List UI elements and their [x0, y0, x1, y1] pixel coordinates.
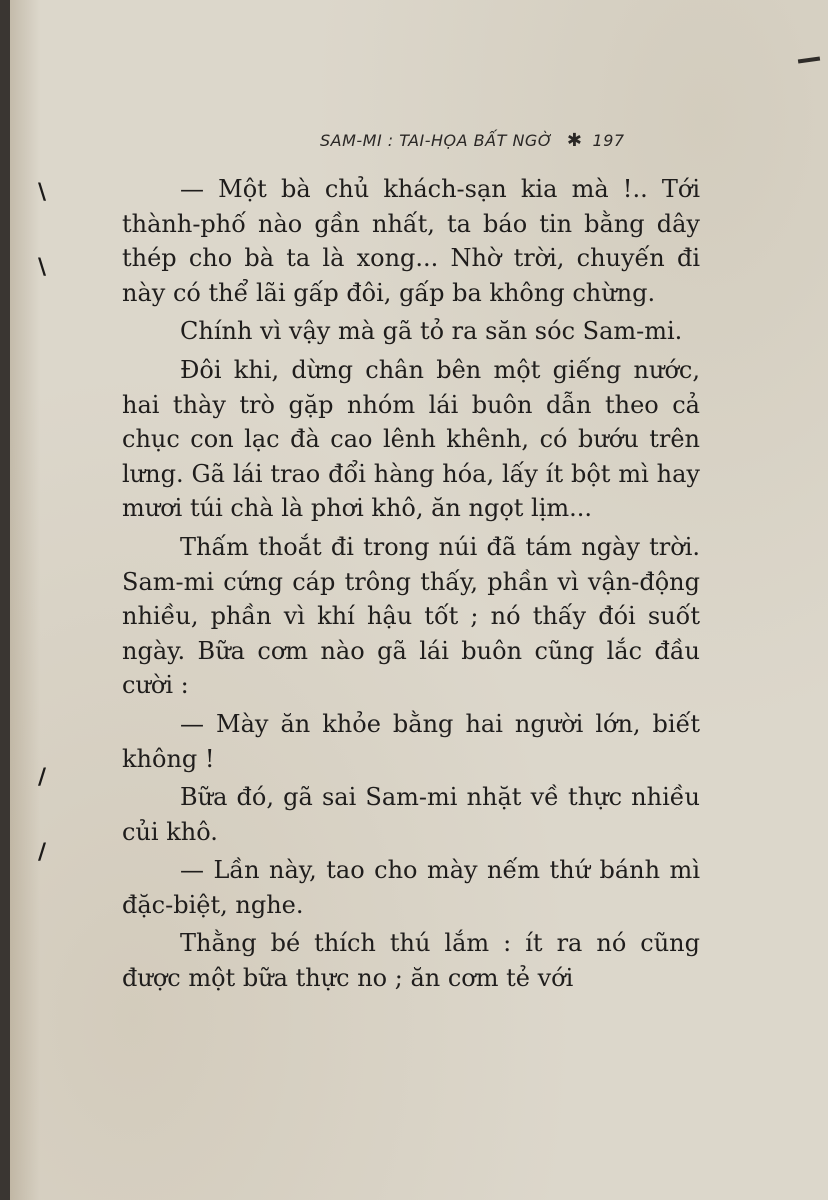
page-number: 197	[592, 131, 625, 150]
binding-hole-mark-icon: \	[38, 180, 47, 205]
running-title: SAM-MI : TAI-HỌA BẤT NGỜ	[320, 131, 553, 150]
paragraph: Bữa đó, gã sai Sam-mi nhặt về thực nhiều củi khô.	[122, 783, 700, 846]
paragraph: Thằng bé thích thú lắm : ít ra nó cũng được một bữa thực no ; ăn cơm tẻ với	[122, 929, 700, 993]
book-page	[10, 0, 828, 1200]
corner-ink-mark	[798, 56, 820, 63]
star-ornament-icon: ✱	[566, 130, 583, 151]
paragraph: Chính vì vậy mà gã tỏ ra săn sóc Sam-mi.	[180, 317, 683, 346]
paragraph: Đôi khi, dừng chân bên một giếng nước, hai thày trò gặp nhóm lái buôn dẫn theo cả chục con lạc đà cao lênh khênh, có bướu trên lưng. Gã lái trao đổi hàng hóa, lấy ít bột mì hay mươi túi chà là phơi khô, ăn ngọt lịm...	[122, 355, 700, 523]
running-header	[320, 130, 700, 156]
paragraph: — Lần này, tao cho mày nếm thứ bánh mì đặc-biệt, nghe.	[122, 856, 700, 919]
paragraph: — Mày ăn khỏe bằng hai người lớn, biết không !	[122, 709, 700, 773]
body-text	[122, 172, 700, 1000]
paragraph: Thấm thoắt đi trong núi đã tám ngày trời. Sam-mi cứng cáp trông thấy, phần vì vận-động nhiều, phần vì khí hậu tốt ; nó thấy đói suốt ngày. Bữa cơm nào gã lái buôn cũng lắc đầu cười :	[122, 532, 700, 700]
binding-hole-mark-icon: /	[38, 765, 47, 790]
paragraph: — Một bà chủ khách-sạn kia mà !.. Tới thành-phố nào gần nhất, ta báo tin bằng dây thép cho bà ta là xong... Nhờ trời, chuyến đi này có thể lãi gấp đôi, gấp ba không chừng.	[122, 175, 700, 307]
binding-hole-mark-icon: /	[38, 840, 47, 865]
binding-hole-mark-icon: \	[38, 255, 47, 280]
